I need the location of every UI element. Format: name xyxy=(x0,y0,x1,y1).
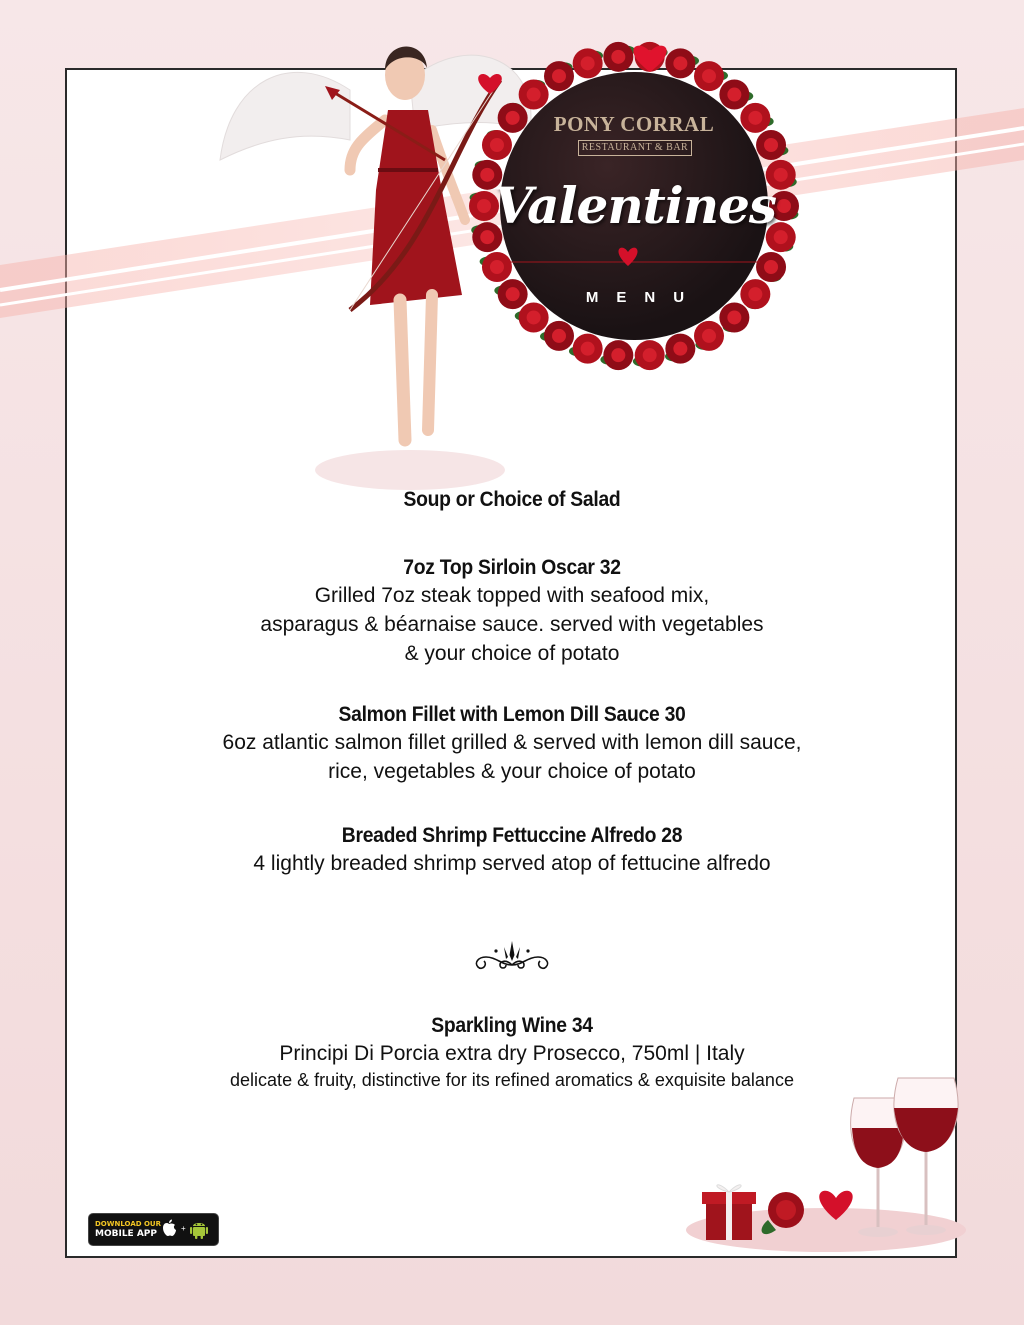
item-description: Grilled 7oz steak topped with seafood mix, xyxy=(314,584,710,607)
brand-subtitle: RESTAURANT & BAR xyxy=(578,140,692,156)
item-title: 7oz Top Sirloin Oscar 32 xyxy=(403,556,621,579)
menu-item xyxy=(100,555,924,668)
rose-center xyxy=(490,260,504,274)
rose-center xyxy=(702,69,716,83)
item-description: 6oz atlantic salmon fillet grilled & served with lemon dill sauce, xyxy=(222,731,802,754)
item-description: 4 lightly breaded shrimp served atop of fettucine alfredo xyxy=(253,852,771,875)
rose-center xyxy=(581,56,595,70)
brand-name: PONY CORRAL xyxy=(553,112,715,136)
rose-center xyxy=(673,56,687,70)
rose-center xyxy=(611,50,625,64)
badge-line2: MOBILE APP xyxy=(95,1229,157,1239)
menu-item xyxy=(100,823,924,878)
item-description: & your choice of potato xyxy=(404,642,620,665)
android-icon xyxy=(189,1218,209,1240)
rose-center xyxy=(527,88,541,102)
badge-line1: DOWNLOAD OUR xyxy=(95,1220,162,1228)
rose-center xyxy=(581,342,595,356)
rose-center xyxy=(748,287,762,301)
flourish-ornament xyxy=(466,935,558,975)
rose-center xyxy=(611,348,625,362)
item-description: rice, vegetables & your choice of potato xyxy=(328,760,696,783)
rose-center xyxy=(727,310,741,324)
rose-center xyxy=(673,342,687,356)
rose-center xyxy=(552,329,566,343)
intro-title: Soup or Choice of Salad xyxy=(403,488,621,511)
rose-center xyxy=(764,138,778,152)
heart-divider xyxy=(510,240,760,270)
wine-description: Principi Di Porcia extra dry Prosecco, 750ml | Italy xyxy=(279,1042,745,1065)
wine-tasting-note: delicate & fruity, distinctive for its refined aromatics & exquisite balance xyxy=(230,1070,794,1090)
rose-center xyxy=(490,138,504,152)
rose-center xyxy=(643,348,657,362)
badge-plus: + xyxy=(181,1224,186,1233)
menu-subtitle: MENU xyxy=(585,289,703,306)
item-description: asparagus & béarnaise sauce. served with vegetables xyxy=(260,613,764,636)
item-title: Salmon Fillet with Lemon Dill Sauce 30 xyxy=(338,703,686,726)
rose-center xyxy=(527,310,541,324)
page-title: Valentines xyxy=(493,176,777,235)
rose-center xyxy=(764,260,778,274)
mobile-app-badge[interactable] xyxy=(88,1213,219,1246)
intro-section xyxy=(100,487,924,513)
rose-center xyxy=(727,88,741,102)
wine-title: Sparkling Wine 34 xyxy=(431,1014,593,1037)
rose-center xyxy=(552,69,566,83)
apple-icon xyxy=(162,1219,176,1237)
menu-item xyxy=(100,702,924,786)
item-title: Breaded Shrimp Fettuccine Alfredo 28 xyxy=(341,824,683,847)
rose-center xyxy=(506,287,520,301)
heart-icon xyxy=(618,248,637,266)
wine-glasses xyxy=(676,1070,966,1260)
rose-center xyxy=(702,329,716,343)
